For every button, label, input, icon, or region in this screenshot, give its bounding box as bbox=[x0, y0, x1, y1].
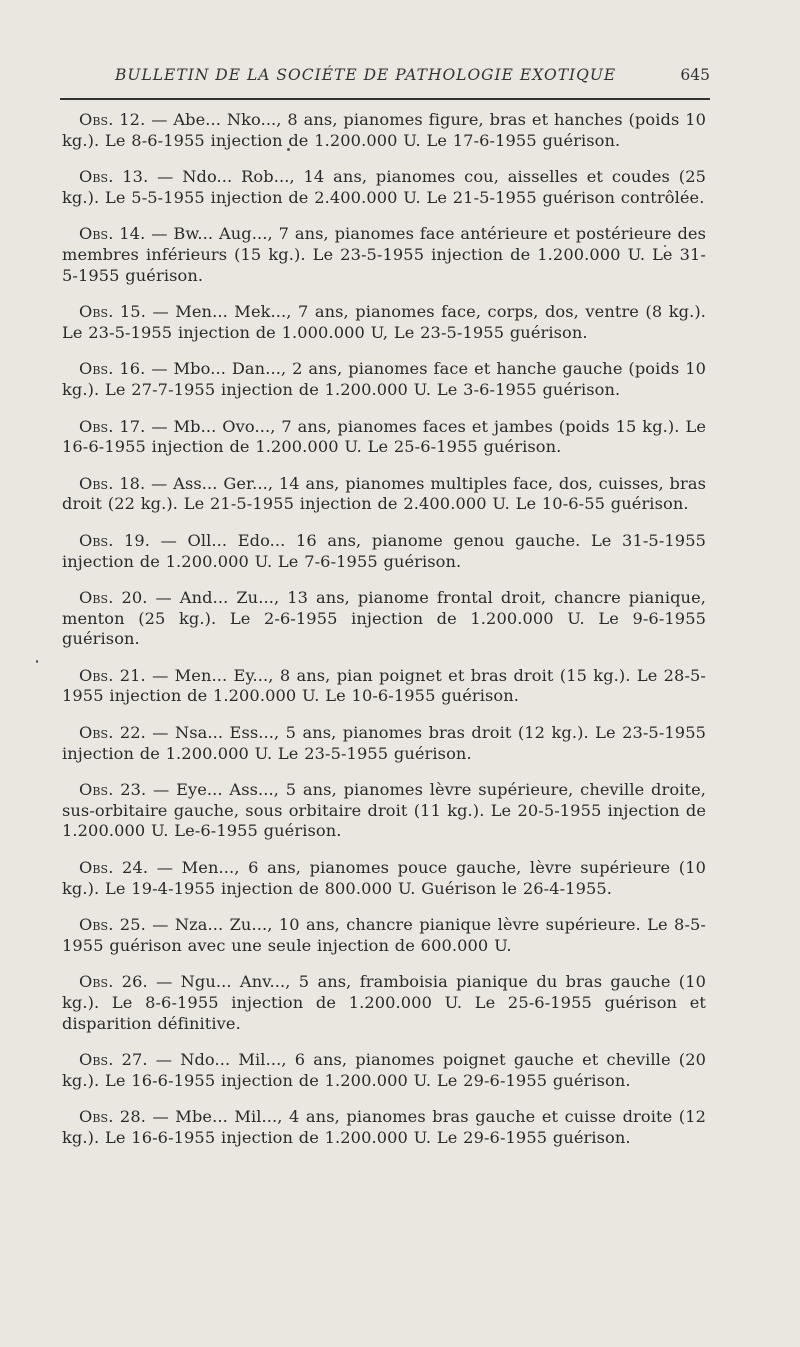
observation-19 bbox=[62, 531, 706, 572]
running-title: BULLETIN DE LA SOCIÉTE DE PATHOLOGIE EXOTIQUE bbox=[115, 66, 617, 84]
observation-14 bbox=[62, 224, 706, 286]
observation-17 bbox=[62, 417, 706, 458]
observation-text: — Nza... Zu..., 10 ans, chancre pianique lèvre supérieure. Le 8-5-1955 guérison avec une seule injection de 600.000 U. bbox=[62, 915, 706, 955]
observation-24 bbox=[62, 858, 706, 899]
observation-label: Obs. 20. bbox=[79, 588, 148, 608]
observation-23 bbox=[62, 780, 706, 842]
observation-text: — Men... Mek..., 7 ans, pianomes face, corps, dos, ventre (8 kg.). Le 23-5-1955 injection de 1.000.000 U, Le 23-5-1955 guérison. bbox=[62, 302, 706, 342]
observation-label: Obs. 26. bbox=[79, 972, 148, 992]
observation-text: — Oll... Edo... 16 ans, pianome genou gauche. Le 31-5-1955 injection de 1.200.000 U. Le 7-6-1955 guérison. bbox=[62, 530, 706, 571]
observation-22 bbox=[62, 723, 706, 764]
observation-label: Obs. 25. bbox=[79, 915, 146, 935]
observation-25 bbox=[62, 915, 706, 956]
print-speck bbox=[36, 660, 38, 663]
observation-label: Obs. 14. bbox=[79, 224, 146, 244]
observation-text: — Ngu... Anv..., 5 ans, framboisia pianique du bras gauche (10 kg.). Le 8-6-1955 injection de 1.200.000 U. Le 25-6-1955 guérison et disparition définitive. bbox=[62, 972, 706, 1033]
observation-15 bbox=[62, 302, 706, 343]
observation-text: — And... Zu..., 13 ans, pianome frontal droit, chancre pianique, menton (25 kg.). Le 2-6-1955 injection de 1.200.000 U. Le 9-6-1955 guérison. bbox=[62, 588, 707, 649]
observation-text: — Ass... Ger..., 14 ans, pianomes multiples face, dos, cuisses, bras droit (22 kg.). Le 21-5-1955 injection de 2.400.000 U. Le 10-6-55 guérison. bbox=[62, 473, 707, 514]
observation-text: — Abe... Nko..., 8 ans, pianomes figure, bras et hanches (poids 10 kg.). Le 8-6-1955 injection de 1.200.000 U. Le 17-6-1955 guérison. bbox=[62, 110, 706, 150]
observation-text: — Ndo... Mil..., 6 ans, pianomes poignet gauche et cheville (20 kg.). Le 16-6-1955 injection de 1.200.000 U. Le 29-6-1955 guérison. bbox=[62, 1050, 706, 1090]
observation-label: Obs. 21. bbox=[79, 665, 146, 685]
observation-18 bbox=[62, 474, 706, 515]
observation-text: — Men..., 6 ans, pianomes pouce gauche, lèvre supérieure (10 kg.). Le 19-4-1955 injection de 800.000 U. Guérison le 26-4-1955. bbox=[62, 858, 706, 898]
observation-text: — Men... Ey..., 8 ans, pian poignet et bras droit (15 kg.). Le 28-5-1955 injection de 1.200.000 U. Le 10-6-1955 guérison. bbox=[62, 665, 706, 706]
observation-text: — Eye... Ass..., 5 ans, pianomes lèvre supérieure, cheville droite, sus-orbitaire gauche, sous orbitaire droit (11 kg.). Le 20-5-1955 injection de 1.200.000 U. Le-6-1955 guérison. bbox=[62, 780, 706, 841]
observation-label: Obs. 22. bbox=[79, 723, 146, 743]
observation-label: Obs. 17. bbox=[79, 416, 146, 436]
observation-label: Obs. 23. bbox=[79, 780, 147, 800]
observation-label: Obs. 18. bbox=[79, 473, 146, 493]
observations-list bbox=[62, 110, 706, 1165]
observation-label: Obs. 16. bbox=[79, 359, 146, 379]
observation-text: — Mbe... Mil..., 4 ans, pianomes bras gauche et cuisse droite (12 kg.). Le 16-6-1955 injection de 1.200.000 U. Le 29-6-1955 guérison. bbox=[62, 1107, 706, 1147]
observation-label: Obs. 27. bbox=[79, 1050, 148, 1070]
observation-text: — Ndo... Rob..., 14 ans, pianomes cou, aisselles et coudes (25 kg.). Le 5-5-1955 injection de 2.400.000 U. Le 21-5-1955 guérison contrôlée. bbox=[62, 167, 707, 207]
observation-12 bbox=[62, 110, 706, 151]
observation-16 bbox=[62, 359, 706, 400]
observation-21 bbox=[62, 666, 706, 707]
observation-label: Obs. 19. bbox=[79, 530, 151, 550]
observation-27 bbox=[62, 1050, 706, 1091]
observation-label: Obs. 15. bbox=[79, 302, 146, 322]
observation-label: Obs. 24. bbox=[79, 858, 149, 878]
running-header bbox=[60, 62, 710, 100]
page-number: 645 bbox=[680, 66, 710, 84]
observation-label: Obs. 13. bbox=[79, 167, 149, 187]
observation-13 bbox=[62, 167, 706, 208]
observation-text: — Mb... Ovo..., 7 ans, pianomes faces et jambes (poids 15 kg.). Le 16-6-1955 injection de 1.200.000 U. Le 25-6-1955 guérison. bbox=[62, 416, 706, 457]
observation-26 bbox=[62, 972, 706, 1034]
observation-label: Obs. 28. bbox=[79, 1107, 146, 1127]
observation-text: — Bw... Aug..., 7 ans, pianomes face antérieure et postérieure des membres inférieurs (15 kg.). Le 23-5-1955 injection de 1.200.000 U. Le 31-5-1955 guérison. bbox=[62, 224, 706, 285]
observation-text: — Mbo... Dan..., 2 ans, pianomes face et hanche gauche (poids 10 kg.). Le 27-7-1955 injection de 1.200.000 U. Le 3-6-1955 guérison. bbox=[62, 359, 706, 399]
observation-28 bbox=[62, 1107, 706, 1148]
observation-text: — Nsa... Ess..., 5 ans, pianomes bras droit (12 kg.). Le 23-5-1955 injection de 1.200.000 U. Le 23-5-1955 guérison. bbox=[62, 723, 706, 763]
observation-20 bbox=[62, 588, 706, 650]
observation-label: Obs. 12. bbox=[79, 110, 146, 129]
